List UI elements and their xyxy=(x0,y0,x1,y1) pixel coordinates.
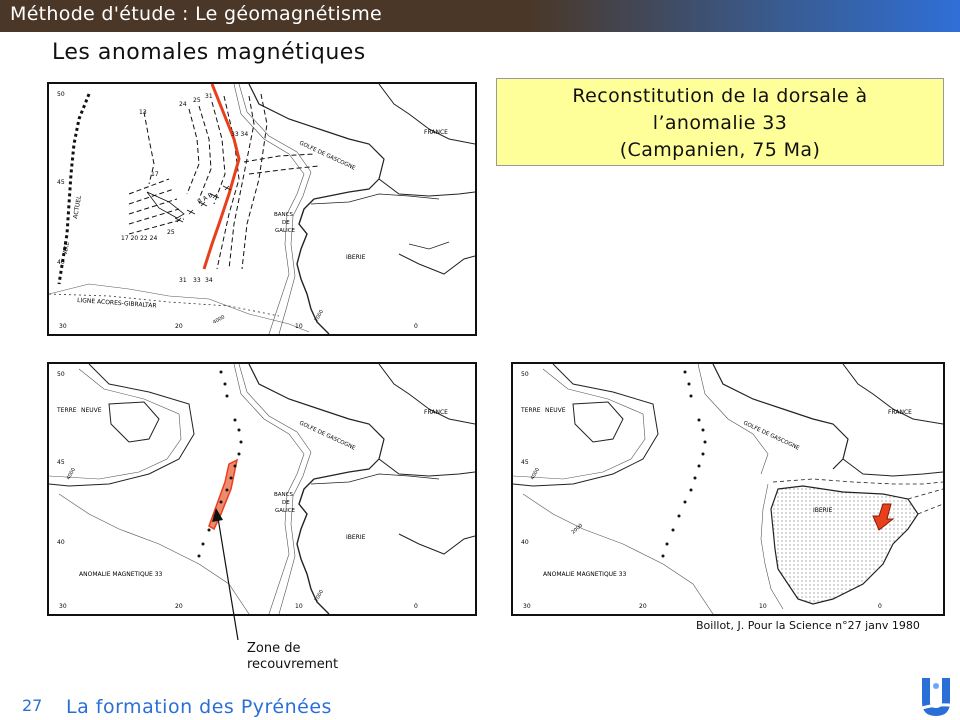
zone-line-1: Zone de xyxy=(247,641,301,656)
note-line-1: Reconstitution de la dorsale à xyxy=(572,85,868,107)
map3-lat50: 50 xyxy=(521,371,529,378)
map2-bancs: BANCS xyxy=(274,492,293,498)
source-credit: Boillot, J. Pour la Science n°27 janv 1980 xyxy=(696,619,920,632)
map2-lat50: 50 xyxy=(57,371,65,378)
map1-lon0: 0 xyxy=(414,323,418,330)
map2-lon10: 10 xyxy=(295,603,303,610)
map1-iberie: IBERIE xyxy=(346,254,366,261)
zone-line-2: recouvrement xyxy=(247,657,339,672)
map1-drawing xyxy=(49,84,475,334)
slide-subtitle: Les anomales magnétiques xyxy=(52,40,366,65)
map2-de: DE xyxy=(282,500,290,506)
map2-france: FRANCE xyxy=(424,409,448,416)
map3-drawing xyxy=(513,364,943,614)
map3-france: FRANCE xyxy=(888,409,912,416)
map1-lat50: 50 xyxy=(57,91,65,98)
map1-b25: 25 xyxy=(167,229,175,236)
map3-lon0: 0 xyxy=(878,603,882,610)
map2-lat45: 45 xyxy=(57,459,65,466)
reconstruction-note xyxy=(496,78,944,166)
header-title: Méthode d'étude : Le géomagnétisme xyxy=(10,3,383,25)
note-line-3: (Campanien, 75 Ma) xyxy=(619,139,821,161)
map2-drawing xyxy=(49,364,475,614)
map1-axe: AXE xyxy=(62,241,72,255)
map2-neuve: NEUVE xyxy=(81,407,102,414)
map1-ligne: LIGNE ACORES-GIBRALTAR xyxy=(76,297,157,310)
map3-lon20: 20 xyxy=(639,603,647,610)
map1-lon30: 30 xyxy=(59,323,67,330)
map1-a17: 17 xyxy=(151,171,159,178)
overlap-zone-label xyxy=(247,641,338,673)
map3-lon10: 10 xyxy=(759,603,767,610)
map1-c33: 33 xyxy=(193,277,201,284)
map2-lon20: 20 xyxy=(175,603,183,610)
map2-lon0: 0 xyxy=(414,603,418,610)
map3-neuve: NEUVE xyxy=(545,407,566,414)
note-line-2: l’anomalie 33 xyxy=(652,112,788,134)
map1-d2000: 2000 xyxy=(313,308,326,323)
map1-b17: 17 20 22 24 xyxy=(121,235,158,242)
map1-c31: 31 xyxy=(179,277,187,284)
map2-anomalie: ANOMALIE MAGNETIQUE 33 xyxy=(79,571,163,578)
map3-d2000: 2000 xyxy=(570,522,585,536)
map3-lon30: 30 xyxy=(523,603,531,610)
map2-galice: GALICE xyxy=(275,508,296,514)
map1-actuel: ACTUEL xyxy=(72,195,84,220)
map-iberia-rotation xyxy=(511,362,945,616)
map1-a25: 25 xyxy=(193,97,201,104)
map1-lon10: 10 xyxy=(295,323,303,330)
map1-a24: 24 xyxy=(179,101,187,108)
map1-bancs: BANCS xyxy=(274,212,293,218)
slide-number: 27 xyxy=(22,696,43,715)
map3-d4000: 4000 xyxy=(529,466,542,481)
map1-a3334: 33 34 xyxy=(231,131,249,138)
map-anomaly-33-overlap xyxy=(47,362,477,616)
map-ridge-reconstruction xyxy=(47,82,477,336)
map1-a13: 13 xyxy=(139,109,147,116)
map2-d2000: 2000 xyxy=(313,588,326,603)
map3-golfe: GOLFE DE GASCOGNE xyxy=(742,420,801,452)
map3-iberie: IBERIE xyxy=(813,507,833,514)
map2-iberie: IBERIE xyxy=(346,534,366,541)
header-bar xyxy=(0,0,960,32)
map2-d4000: 4000 xyxy=(65,466,78,481)
map1-lon20: 20 xyxy=(175,323,183,330)
map2-golfe: GOLFE DE GASCOGNE xyxy=(298,420,357,452)
map1-lat40: 40 xyxy=(57,259,65,266)
university-logo-icon xyxy=(912,672,960,720)
map2-lon30: 30 xyxy=(59,603,67,610)
map3-lat45: 45 xyxy=(521,459,529,466)
map1-c34: 34 xyxy=(205,277,213,284)
map3-lat40: 40 xyxy=(521,539,529,546)
map1-galice: GALICE xyxy=(275,228,296,234)
map3-terre: TERRE xyxy=(521,407,541,414)
map1-rab: R A B xyxy=(196,191,215,206)
map3-anomalie: ANOMALIE MAGNETIQUE 33 xyxy=(543,571,627,578)
map1-d4000: 4000 xyxy=(212,314,227,326)
map1-a31: 31 xyxy=(205,93,213,100)
overlap-arrow xyxy=(200,500,260,650)
map1-france: FRANCE xyxy=(424,129,448,136)
map1-de: DE xyxy=(282,220,290,226)
map2-lat40: 40 xyxy=(57,539,65,546)
map1-lat45: 45 xyxy=(57,179,65,186)
footer-title: La formation des Pyrénées xyxy=(66,696,332,718)
map1-golfe: GOLFE DE GASCOGNE xyxy=(298,140,357,172)
map2-terre: TERRE xyxy=(57,407,77,414)
